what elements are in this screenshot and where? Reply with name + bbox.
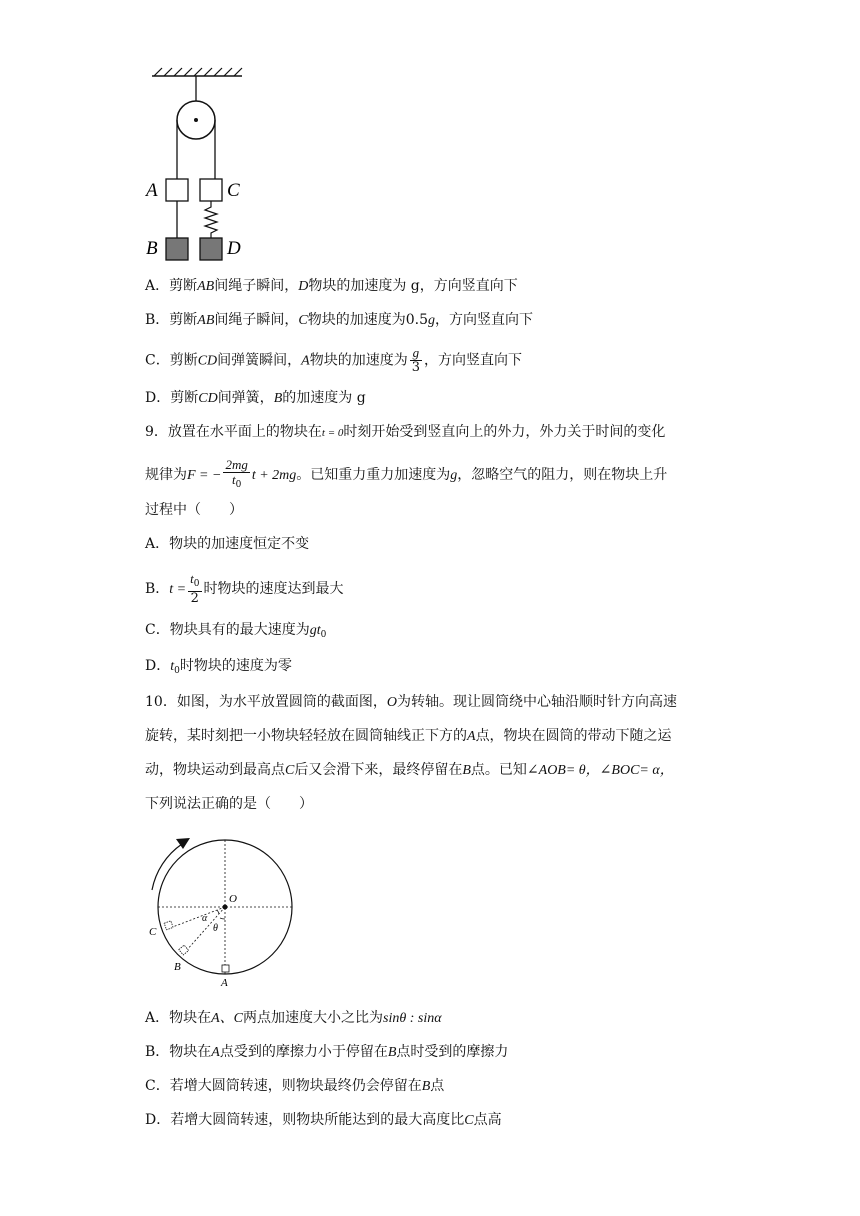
fig2-label-alpha: α: [202, 913, 208, 924]
q10-option-b: B．物块在A点受到的摩擦力小于停留在B点时受到的摩擦力: [145, 1044, 509, 1060]
fig2-label-a: A: [221, 977, 228, 989]
q10-option-c: C．若增大圆筒转速，则物块最终仍会停留在B点: [145, 1078, 445, 1094]
rotation-arrow: [152, 844, 182, 890]
label-a: A: [146, 180, 158, 201]
q9-option-a: A．物块的加速度恒定不变: [145, 536, 310, 552]
pulley-figure: [140, 62, 260, 267]
q8-option-d: D．剪断CD间弹簧，B的加速度为 g: [145, 390, 366, 406]
spring: [205, 201, 217, 238]
q8-option-b: B．剪断AB间绳子瞬间，C物块的加速度为0.5g，方向竖直向下: [145, 312, 534, 328]
q8-option-c: C．剪断CD间弹簧瞬间，A物块的加速度为 $\frac{g}{3}$ ，方向竖直向下: [145, 345, 523, 375]
label-c: C: [227, 180, 240, 201]
q10-stem-line3: 动，物块运动到最高点C后又会滑下来，最终停留在B点。已知∠AOB= θ，∠BOC= α，: [145, 762, 674, 778]
q10-stem-line1: 10．如图，为水平放置圆筒的截面图，O为转轴。现让圆筒绕中心轴沿顺时针方向高速: [145, 694, 677, 710]
fig2-label-c: C: [149, 926, 157, 938]
fig2-label-theta: θ: [213, 923, 218, 934]
fig2-label-b: B: [174, 961, 181, 973]
q10-stem-line4: 下列说法正确的是（ ）: [145, 796, 313, 812]
q9-option-d: D．$t_0$时物块的速度为零: [145, 658, 292, 676]
block-b: [166, 238, 188, 260]
block-a: [166, 179, 188, 201]
label-b: B: [146, 238, 158, 259]
q9-stem-line3: 过程中（ ）: [145, 502, 243, 518]
cylinder-figure: [140, 832, 310, 992]
q8-option-a: A．剪断AB间绳子瞬间，D物块的加速度为 g，方向竖直向下: [145, 278, 518, 294]
q10-option-a: A．物块在A、C两点加速度大小之比为sinθ : sinα: [145, 1010, 442, 1026]
q10-stem-line2: 旋转，某时刻把一小物块轻轻放在圆筒轴线正下方的A点，物块在圆筒的带动下随之运: [145, 728, 672, 744]
q9-stem-line2: 规律为F = − $\frac{2mg}{t_0}$ t + 2mg。已知重力重力加速度为g，忽略空气的阻力，则在物块上升: [145, 457, 668, 490]
q9-stem-line1: 9．放置在水平面上的物块在t = 0时刻开始受到竖直向上的外力，外力关于时间的变化: [145, 424, 666, 440]
q9-option-b: B．t = $\frac{t_0}{2}$ 时物块的速度达到最大: [145, 571, 344, 606]
block-d: [200, 238, 222, 260]
q10-option-d: D．若增大圆筒转速，则物块所能达到的最大高度比C点高: [145, 1112, 502, 1128]
block-c: [200, 179, 222, 201]
fig2-label-o: O: [229, 893, 237, 905]
label-d: D: [227, 238, 241, 259]
q9-option-c: C．物块具有的最大速度为$gt_0$: [145, 622, 327, 640]
